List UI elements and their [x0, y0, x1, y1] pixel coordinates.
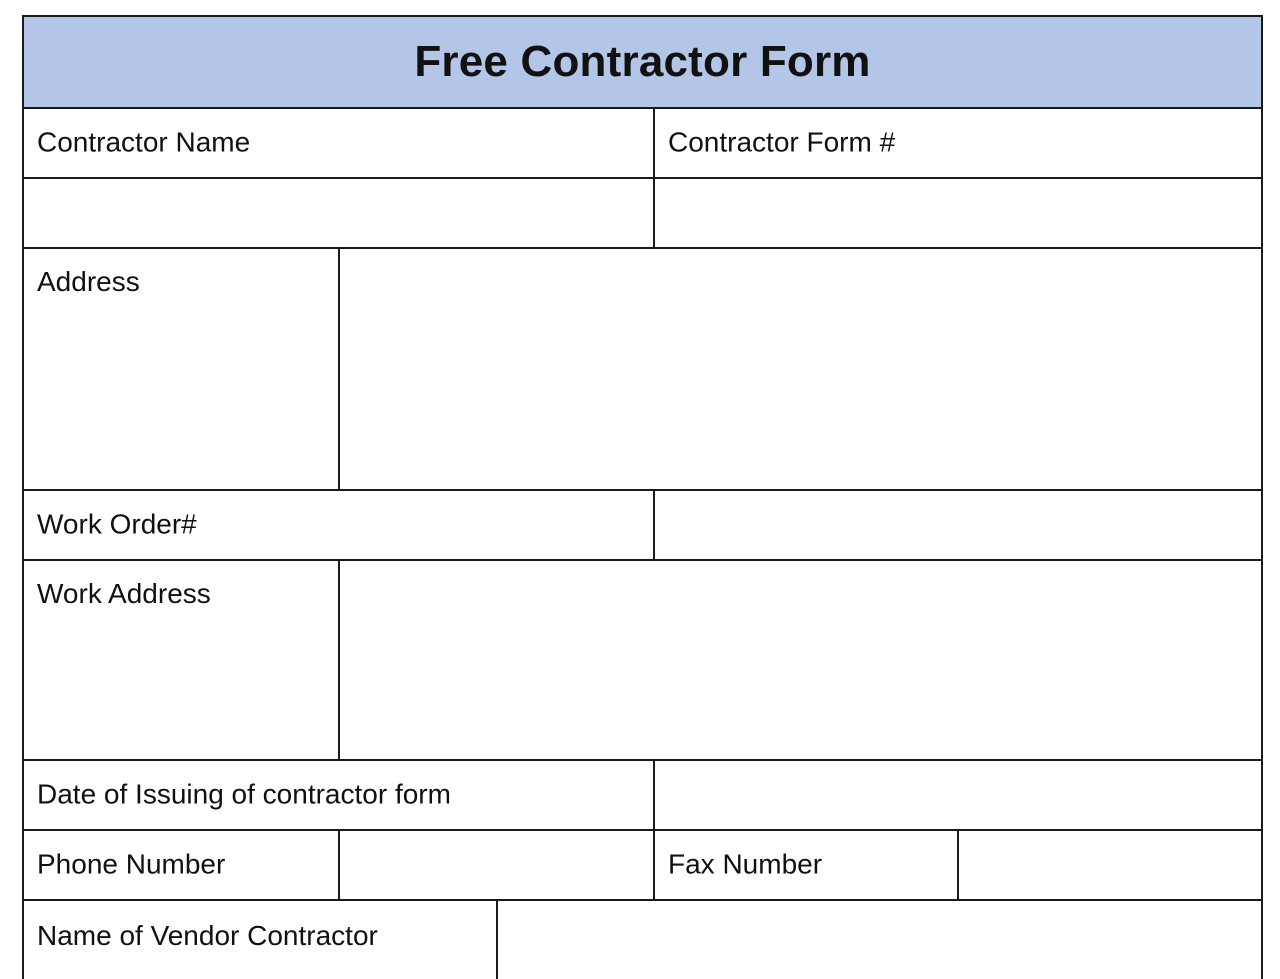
address-label: Address — [37, 266, 140, 297]
contractor-name-field[interactable] — [22, 177, 655, 249]
contractor-form-number-label: Contractor Form # — [668, 126, 896, 158]
form-title: Free Contractor Form — [414, 37, 871, 86]
work-order-label: Work Order# — [37, 508, 197, 540]
vendor-contractor-label-cell — [22, 899, 498, 979]
contractor-name-label-cell — [22, 107, 655, 179]
vendor-contractor-label: Name of Vendor Contractor — [37, 920, 378, 951]
date-of-issuing-label-cell — [22, 759, 655, 831]
vendor-contractor-field[interactable] — [496, 899, 1263, 979]
phone-number-label-cell — [22, 829, 340, 901]
address-field[interactable] — [338, 247, 1263, 491]
work-address-field[interactable] — [338, 559, 1263, 761]
phone-number-label: Phone Number — [37, 848, 226, 880]
date-of-issuing-label: Date of Issuing of contractor form — [37, 778, 451, 810]
work-order-field[interactable] — [653, 489, 1263, 561]
contractor-form — [22, 15, 1263, 975]
phone-number-field[interactable] — [338, 829, 655, 901]
contractor-name-label: Contractor Name — [37, 126, 251, 158]
fax-number-field[interactable] — [957, 829, 1263, 901]
work-address-label: Work Address — [37, 578, 211, 609]
work-address-label-cell — [22, 559, 340, 761]
form-title-bar — [22, 15, 1263, 109]
fax-number-label: Fax Number — [668, 848, 823, 880]
fax-number-label-cell — [653, 829, 959, 901]
contractor-form-number-field[interactable] — [653, 177, 1263, 249]
contractor-form-number-label-cell — [653, 107, 1263, 179]
work-order-label-cell — [22, 489, 655, 561]
address-label-cell — [22, 247, 340, 491]
date-of-issuing-field[interactable] — [653, 759, 1263, 831]
